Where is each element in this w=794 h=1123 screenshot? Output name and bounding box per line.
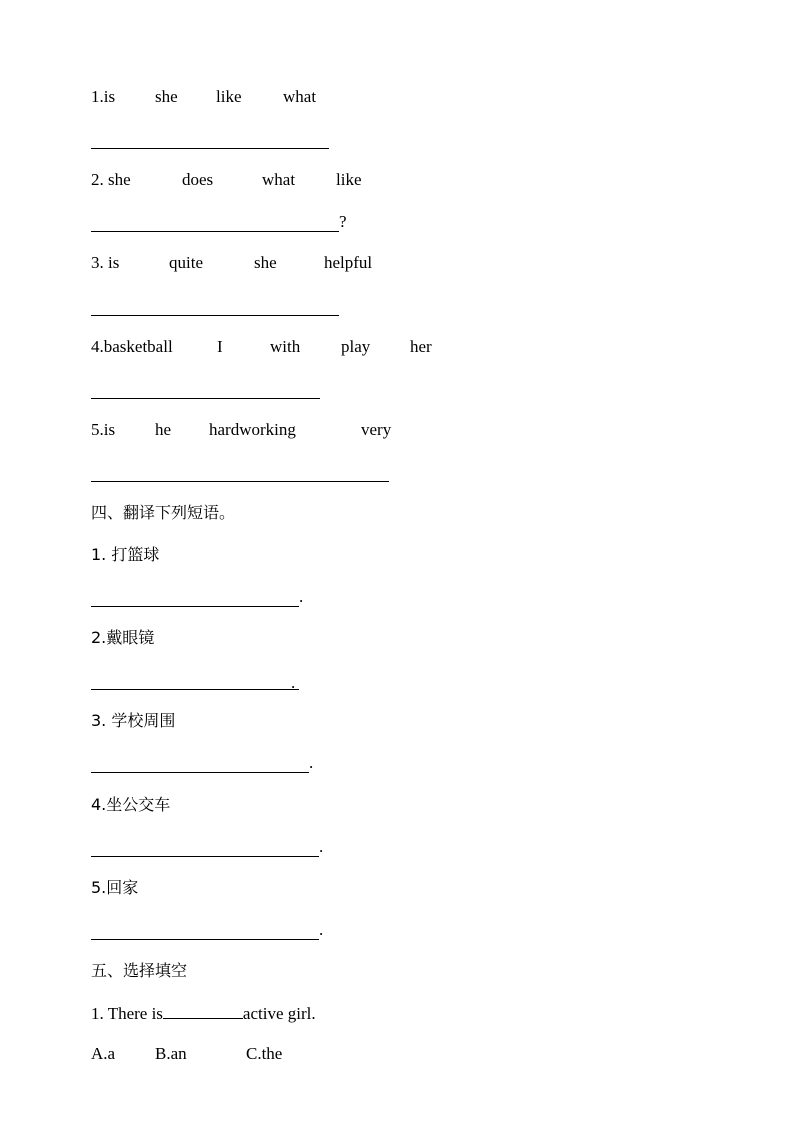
answer-line-5 bbox=[91, 462, 389, 482]
answer-end-punct: . bbox=[319, 920, 324, 939]
option-c[interactable]: C.the bbox=[246, 1044, 283, 1063]
answer-blank[interactable] bbox=[91, 299, 339, 316]
answer-blank[interactable] bbox=[91, 756, 309, 773]
scramble-word: does bbox=[182, 170, 214, 189]
item-number: 5.is bbox=[91, 420, 116, 439]
scramble-word: her bbox=[410, 337, 432, 356]
answer-end-punct: . bbox=[319, 837, 324, 856]
answer-end-punct: ? bbox=[339, 212, 347, 231]
item-number: 4.basketball bbox=[91, 337, 173, 356]
answer-line-2 bbox=[91, 212, 347, 232]
scramble-word: I bbox=[217, 337, 223, 356]
scramble-word: with bbox=[270, 337, 301, 356]
answer-blank[interactable] bbox=[91, 673, 299, 690]
scramble-word: like bbox=[336, 170, 362, 189]
scramble-word: he bbox=[155, 420, 172, 439]
scramble-word: like bbox=[216, 87, 242, 106]
option-a[interactable]: A.a bbox=[91, 1044, 116, 1063]
answer-blank[interactable] bbox=[91, 132, 329, 149]
translate-item-3: 3. 学校周围 bbox=[91, 711, 176, 730]
answer-end-punct: . bbox=[291, 673, 296, 692]
scramble-word: quite bbox=[169, 253, 203, 272]
item-number: 2. she bbox=[91, 170, 131, 189]
scramble-word: she bbox=[254, 253, 277, 272]
answer-blank[interactable] bbox=[91, 590, 299, 607]
translate-item-1: 1. 打篮球 bbox=[91, 545, 160, 564]
answer-blank[interactable] bbox=[91, 840, 319, 857]
translate-item-5: 5.回家 bbox=[91, 878, 139, 897]
scramble-word: what bbox=[262, 170, 296, 189]
answer-blank[interactable] bbox=[91, 215, 339, 232]
scramble-word: very bbox=[361, 420, 392, 439]
answer-line-4 bbox=[91, 379, 320, 399]
answer-end-punct: . bbox=[299, 587, 304, 606]
answer-blank[interactable] bbox=[91, 923, 319, 940]
translate-answer-1 bbox=[91, 587, 303, 607]
scramble-word: what bbox=[283, 87, 317, 106]
scramble-word: play bbox=[341, 337, 371, 356]
choice-question-1 bbox=[91, 1003, 316, 1024]
question-blank[interactable] bbox=[163, 1003, 243, 1019]
translate-item-4: 4.坐公交车 bbox=[91, 795, 171, 814]
translate-answer-2 bbox=[91, 670, 299, 690]
scramble-word: hardworking bbox=[209, 420, 296, 439]
scramble-word: helpful bbox=[324, 253, 373, 272]
translate-answer-4 bbox=[91, 837, 323, 857]
item-number: 3. is bbox=[91, 253, 120, 272]
answer-blank[interactable] bbox=[91, 465, 389, 482]
option-b[interactable]: B.an bbox=[155, 1044, 187, 1063]
section-heading-choice: 五、选择填空 bbox=[91, 961, 188, 980]
translate-answer-3 bbox=[91, 753, 313, 773]
scramble-word: she bbox=[155, 87, 178, 106]
translate-item-2: 2.戴眼镜 bbox=[91, 628, 155, 647]
answer-line-1 bbox=[91, 129, 329, 149]
answer-line-3 bbox=[91, 296, 339, 316]
item-number: 1.is bbox=[91, 87, 116, 106]
question-text-after: active girl. bbox=[242, 1004, 316, 1023]
section-heading-translate: 四、翻译下列短语。 bbox=[91, 503, 236, 522]
question-text-before: 1. There is bbox=[91, 1004, 163, 1023]
translate-answer-5 bbox=[91, 920, 323, 940]
answer-end-punct: . bbox=[309, 753, 314, 772]
answer-blank[interactable] bbox=[91, 382, 320, 399]
